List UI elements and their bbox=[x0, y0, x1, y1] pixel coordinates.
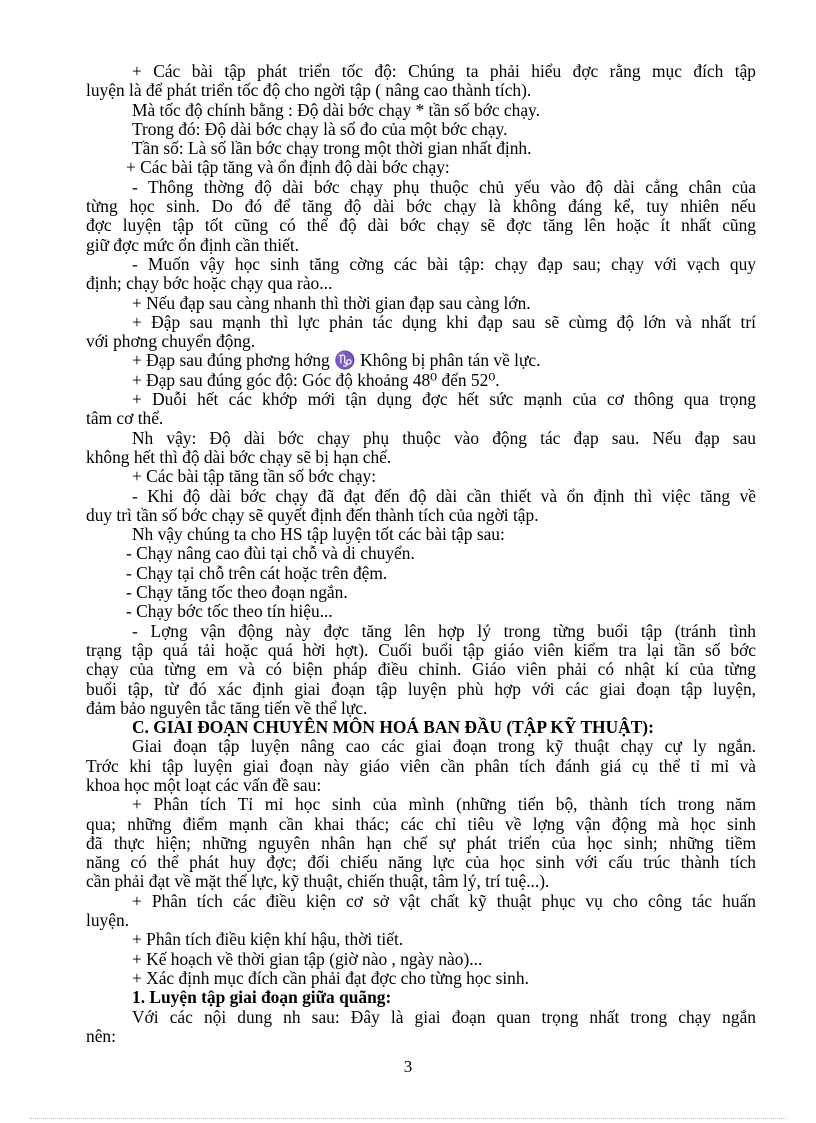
text-line: Với các nội dung nh sau: Đây là giai đoạn quan trọng nhất trong chạy ngắn bbox=[132, 1006, 756, 1027]
text-line: cần phải đạt về mặt thể lực, kỹ thuật, chiến thuật, tâm lý, trí tuệ...). bbox=[86, 871, 550, 892]
text-line: buổi tập, từ đó xác định giai đoạn tập luyện phù hợp với các giai đoạn tập luyện, bbox=[86, 678, 756, 699]
text-line: - Lợng vận động này đợc tăng lên hợp lý trong từng buổi tập (tránh tình bbox=[132, 620, 756, 641]
text-line: khoa học một loạt các vấn đề sau: bbox=[86, 774, 322, 795]
text-line: Mà tốc độ chính bằng : Độ dài bớc chạy * tần số bớc chạy. bbox=[132, 99, 540, 120]
text-line: - Chạy tại chỗ trên cát hoặc trên đệm. bbox=[126, 562, 388, 583]
text-line: + Phân tích Tỉ mỉ học sinh của mình (những tiến bộ, thành tích trong năm bbox=[132, 794, 756, 815]
text-line: - Chạy nâng cao đùi tại chỗ và di chuyển. bbox=[126, 543, 415, 564]
text-line: không hết thì độ dài bớc chạy sẽ bị hạn chế. bbox=[86, 446, 392, 467]
text-line: Tần số: Là số lần bớc chạy trong một thời gian nhất định. bbox=[132, 138, 532, 159]
page-number: 3 bbox=[403, 1057, 413, 1076]
text-line: tâm cơ thể. bbox=[86, 408, 164, 429]
text-line: + Đạp sau đúng phơng hớng ♑ Không bị phân tán về lực. bbox=[132, 350, 541, 371]
text-line: luyện. bbox=[86, 910, 129, 931]
text-line: C. GIAI ĐOẠN CHUYÊN MÔN HOÁ BAN ĐẦU (TẬP KỸ THUẬT): bbox=[132, 717, 654, 738]
text-line: giữ đợc mức ổn định cần thiết. bbox=[86, 234, 300, 255]
text-line: - Thông thờng độ dài bớc chạy phụ thuộc chủ yếu vào độ dài cẳng chân của bbox=[132, 176, 756, 197]
text-line: đảm bảo nguyên tắc tăng tiến về thể lực. bbox=[86, 697, 368, 718]
text-line: đã thực hiện; những nguyên nhân hạn chế sự phát triển của học sinh; những tiềm bbox=[86, 832, 756, 853]
text-line: chạy của từng em và có biện pháp điều chỉnh. Giáo viên phải có nhật kí của từng bbox=[86, 659, 756, 680]
text-line: + Phân tích các điều kiện cơ sở vật chất kỹ thuật phục vụ cho công tác huấn bbox=[132, 890, 756, 911]
text-line: qua; những điểm mạnh cần khai thác; các chỉ tiêu về lợng vận động mà học sinh bbox=[86, 813, 756, 834]
text-line: Giai đoạn tập luyện nâng cao các giai đoạn trong kỹ thuật chạy cự ly ngắn. bbox=[132, 736, 756, 757]
text-line: + Đập sau mạnh thì lực phản tác dụng khi đạp sau sẽ cùmg độ lớn và nhất trí bbox=[132, 311, 756, 332]
text-line: Nh vậy: Độ dài bớc chạy phụ thuộc vào động tác đạp sau. Nếu đạp sau bbox=[132, 427, 756, 448]
text-line: + Duỗi hết các khớp mới tận dụng đợc hết sức mạnh của cơ thông qua trọng bbox=[132, 389, 756, 410]
text-line: định; chạy bớc hoặc chạy qua rào... bbox=[86, 273, 333, 294]
text-line: nên: bbox=[86, 1025, 116, 1046]
text-line: đợc luyện tập tốt cũng có thể độ dài bớc chạy sẽ đợc tăng lên hoặc ít nhất cũng bbox=[86, 215, 756, 236]
document-body bbox=[86, 62, 756, 1046]
text-line: với phơng chuyển động. bbox=[86, 331, 256, 352]
text-line: + Kế hoạch về thời gian tập (giờ nào , ngày nào)... bbox=[132, 948, 483, 969]
text-line: + Các bài tập phát triển tốc độ: Chúng ta phải hiểu đợc rằng mục đích tập bbox=[132, 61, 756, 81]
text-line: + Đạp sau đúng góc độ: Góc độ khoảng 48⁰ đến 52⁰. bbox=[132, 369, 500, 390]
text-line: trạng tập quá tải hoặc quá hời hợt). Cuối buổi tập giáo viên kiểm tra lại tần số bớc bbox=[86, 639, 756, 660]
text-line: duy trì tần số bớc chạy sẽ quyết định đến thành tích của ngời tập. bbox=[86, 504, 539, 525]
text-line: + Xác định mục đích cần phải đạt đợc cho từng học sinh. bbox=[132, 967, 529, 988]
text-line: - Chạy bớc tốc theo tín hiệu... bbox=[126, 601, 333, 622]
text-line: - Muốn vậy học sinh tăng cờng các bài tập: chạy đạp sau; chạy với vạch quy bbox=[132, 253, 756, 274]
text-line: Trong đó: Độ dài bớc chạy là số đo của một bớc chạy. bbox=[132, 118, 508, 139]
text-line: 1. Luyện tập giai đoạn giữa quãng: bbox=[132, 987, 392, 1008]
text-line: - Chạy tăng tốc theo đoạn ngắn. bbox=[126, 582, 348, 603]
text-line: + Các bài tập tăng tần số bớc chạy: bbox=[132, 466, 377, 487]
text-line: + Phân tích điều kiện khí hậu, thời tiết. bbox=[132, 929, 404, 950]
text-line: từng học sinh. Do đó để tăng độ dài bớc chạy là không đáng kể, tuy nhiên nếu bbox=[86, 196, 756, 217]
text-line: Nh vậy chúng ta cho HS tập luyện tốt các bài tập sau: bbox=[132, 524, 505, 545]
text-line: + Nếu đạp sau càng nhanh thì thời gian đạp sau càng lớn. bbox=[132, 292, 531, 313]
text-line: + Các bài tập tăng và ổn định độ dài bớc chạy: bbox=[126, 157, 450, 178]
page-border-dotted bbox=[30, 1118, 786, 1119]
text-line: - Khi độ dài bớc chạy đã đạt đến độ dài cần thiết và ổn định thì việc tăng về bbox=[132, 485, 756, 506]
text-line: năng có thể phát huy đợc; đối chiếu năng lực của học sinh với cấu trúc thành tích bbox=[86, 852, 756, 873]
text-line: luyện là để phát triển tốc độ cho ngời tập ( nâng cao thành tích). bbox=[86, 80, 532, 101]
text-line: Trớc khi tập luyện giai đoạn này giáo viên cần phân tích đánh giá cụ thể tỉ mỉ và bbox=[86, 755, 756, 776]
